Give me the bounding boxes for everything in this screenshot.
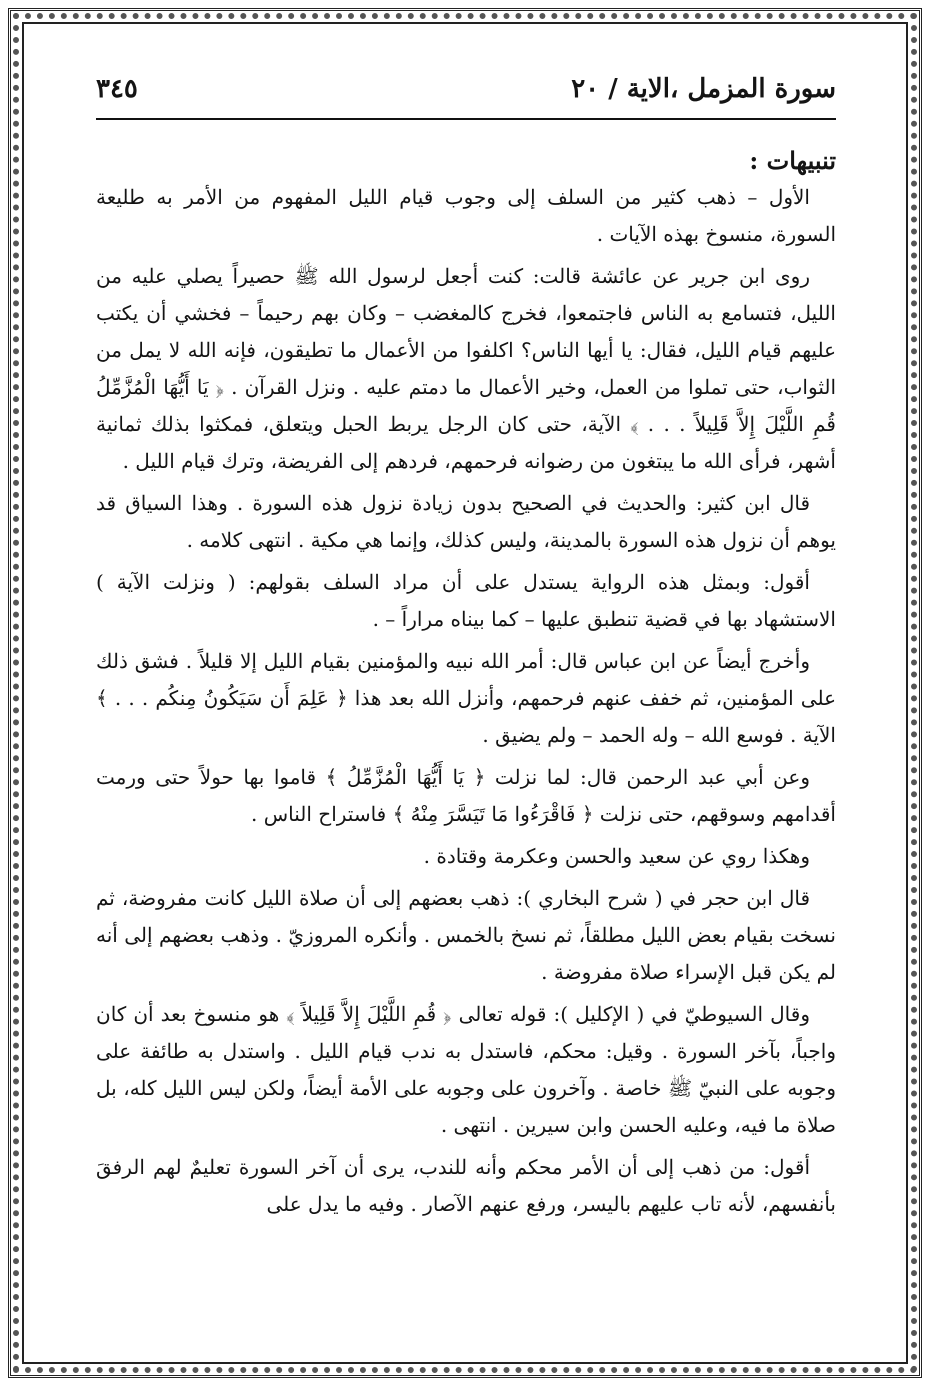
paragraph-8: قال ابن حجر في ( شرح البخاري ): ذهب بعضهم إلى أن صلاة الليل كانت مفروضة، ثم نسخت بقيام بعض الليل مطلقاً، ثم نسخ بالخمس . وأنكره المروزيّ . وذهب بعضهم إلى أنه لم يكن قبل الإسراء صلاة مفروضة .	[96, 886, 836, 984]
book-page	[96, 60, 836, 1340]
paragraph-5: وأخرج أيضاً عن ابن عباس قال: أمر الله نبيه والمؤمنين بقيام الليل إلا قليلاً . فشق ذلك على المؤمنين، ثم خفف عنهم فرحمهم، وأنزل الله بعد هذا ﴿ عَلِمَ أَن سَيَكُونُ مِنكُم . . . ﴾ الآية . فوسع الله – وله الحمد – ولم يضيق .	[96, 649, 836, 747]
paragraph-3: قال ابن كثير: والحديث في الصحيح بدون زيادة نزول هذه السورة . وهذا السياق قد يوهم أن نزول هذه السورة بالمدينة، وليس كذلك، وإنما هي مكية . انتهى كلامه .	[96, 491, 836, 552]
paragraph-1: الأول – ذهب كثير من السلف إلى وجوب قيام الليل المفهوم من الأمر به طليعة السورة، منسوخ بهذه الآيات .	[96, 185, 836, 246]
section-heading: تنبيهات :	[749, 146, 836, 175]
paragraph-4: أقول: وبمثل هذه الرواية يستدل على أن مراد السلف بقولهم: ( ونزلت الآية ) الاستشهاد بها في قضية تنطبق عليها – كما بيناه مراراً – .	[96, 570, 836, 631]
paragraph-10: أقول: من ذهب إلى أن الأمر محكم وأنه للندب، يرى أن آخر السورة تعليمٌ لهم الرفقَ بأنفسهم، لأنه تاب عليهم باليسر، ورفع عنهم الآصار . وفيه ما يدل على	[96, 1155, 836, 1216]
page-header	[96, 60, 836, 120]
running-title: سورة المزمل ،الاية / ٢٠	[571, 74, 836, 104]
paragraph-7: وهكذا روي عن سعيد والحسن وعكرمة وقتادة .	[423, 844, 810, 868]
paragraph-9: وقال السيوطيّ في ( الإكليل ): قوله تعالى ﴿ قُمِ اللَّيْلَ إِلاَّ قَلِيلاً ﴾ هو منسوخ بعد أن كان واجباً، بآخر السورة . وقيل: محكم، فاستدل به ندب قيام الليل . واستدل به طائفة على وجوبه على النبيّ ﷺ خاصة . وآخرون على وجوبه على الأمة أيضاً، ولكن ليس الليل كله، بل صلاة ما فيه، وعليه الحسن وابن سيرين . انتهى .	[96, 1002, 836, 1137]
paragraph-2: روى ابن جرير عن عائشة قالت: كنت أجعل لرسول الله ﷺ حصيراً يصلي عليه من الليل، فتسامع به الناس فاجتمعوا، فخرج كالمغضب – وكان بهم رحيماً – فخشي أن يكتب عليهم قيام الليل، فقال: يا أيها الناس؟ اكلفوا من الأعمال ما تطيقون، فإنه الله لا يمل من الثواب، حتى تملوا من العمل، وخير الأعمال ما دمتم عليه . ونزل القرآن . ﴿ يَا أَيُّهَا الْمُزَّمِّلُ قُمِ اللَّيْلَ إِلاَّ قَلِيلاً . . . ﴾ الآية، حتى كان الرجل يربط الحبل ويتعلق، فمكثوا بذلك ثمانية أشهر، فرأى الله ما يبتغون من رضوانه فرحمهم، فردهم إلى الفريضة، وترك قيام الليل .	[96, 264, 836, 473]
paragraph-6: وعن أبي عبد الرحمن قال: لما نزلت ﴿ يَا أَيُّهَا الْمُزَّمِّلُ ﴾ قاموا بها حولاً حتى ورمت أقدامهم وسوقهم، حتى نزلت ﴿ فَاقْرَءُوا مَا تَيَسَّرَ مِنْهُ ﴾ فاستراح الناس .	[96, 765, 836, 826]
page-number: ٣٤٥	[96, 74, 138, 104]
